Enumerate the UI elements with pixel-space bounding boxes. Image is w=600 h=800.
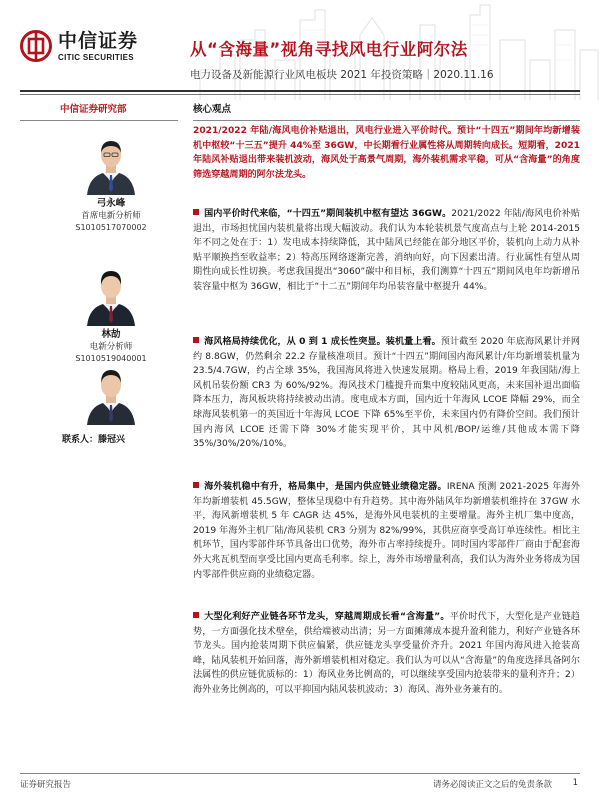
sidebar-divider bbox=[20, 120, 178, 121]
header-divider-thick bbox=[20, 90, 580, 92]
analyst-card-1 bbox=[41, 133, 181, 234]
analyst-name: 林劼 bbox=[101, 329, 121, 340]
square-bullet-icon bbox=[193, 612, 199, 618]
point-body: 预计截至 2020 年底海风累计并网约 8.8GW，仍然剩余 22.2 存量核准项目。预计“十四五”期间国内海风累计/年均新增装机量为 23.5/4.7GW，约占全球 35%，我国海风将进入快速发展期。格局上看，2019 年我国陆/海上风机吊装份额 CR3 为 60%/92%。海风技术门槛提升而集中度较陆风更高，未来国补退出面临降本压力，海风板块将持续被动出清。度电成本方面，国内近十年海风 LCOE 降幅 29%，而全球海风装机第一的英国近十年海风 LCOE 下降 65%至平价，未来国内仍有降价空间。我们预计国内海风 LCOE 还需下降 30%才能实现平价，其中风机/BOP/运维/其他成本需下降 35%/30%/20%/10%。 bbox=[193, 337, 580, 450]
point-lead: 海外装机稳中有升，格局集中，是国内供应链业绩稳定器。 bbox=[204, 482, 447, 492]
point-paragraph-1 bbox=[193, 207, 580, 295]
contact-photo bbox=[83, 363, 139, 425]
analyst-license-id: S1010519040001 bbox=[75, 354, 147, 363]
footer-disclaimer: 请务必阅读正文之后的免责条款 bbox=[432, 780, 552, 790]
page-number: 1 bbox=[572, 778, 578, 788]
point-paragraph-2 bbox=[193, 335, 580, 452]
report-subtitle: 电力设备及新能源行业风电板块 2021 年投资策略｜2020.11.16 bbox=[190, 69, 494, 81]
main-divider bbox=[193, 120, 580, 121]
analyst-photo-1 bbox=[83, 133, 139, 195]
citic-logo-icon bbox=[20, 30, 52, 62]
square-bullet-icon bbox=[193, 209, 199, 215]
report-title: 从“含海量”视角寻找风电行业阿尔法 bbox=[190, 40, 468, 59]
analyst-title: 电新分析师 bbox=[89, 342, 133, 352]
analyst-name: 弓永峰 bbox=[96, 198, 126, 209]
square-bullet-icon bbox=[193, 482, 199, 488]
point-body: IRENA 预测 2021-2025 年海外年均新增装机 45.5GW，整体呈现稳中有升趋势。其中海外陆风年均新增装机维持在 37GW 水平，海风新增装机 5 年 CAGR 达 45%，是海外风电装机的主要增量。海外主机厂集中度高，2019 年海外主机厂陆/海风装机 CR3 分别为 82%/99%，其供应商享受高订单连续性。相比主机环节，国内零部件环节具备出口优势，海外市占率持续提升。同时国内零部件厂商由于配套海外大兆瓦机型而享受比国内更高毛利率。综上，海外市场增量利高，我们认为海外业务将成为国内零部件供应商的业绩稳定器。 bbox=[193, 482, 580, 580]
header-divider-thin bbox=[20, 94, 580, 95]
footer-divider bbox=[20, 773, 580, 774]
analyst-card-2 bbox=[41, 264, 181, 365]
logo-en-text: CITIC SECURITIES bbox=[58, 53, 134, 62]
analyst-photo-2 bbox=[83, 264, 139, 326]
main-content bbox=[193, 98, 580, 118]
citic-logo bbox=[20, 30, 138, 62]
contact-person: 联系人：滕冠兴 bbox=[62, 435, 126, 445]
sidebar bbox=[20, 98, 180, 118]
point-lead: 大型化利好产业链各环节龙头，穿越周期成长看“含海量”。 bbox=[204, 612, 450, 622]
point-paragraph-3 bbox=[193, 480, 580, 582]
point-body: 平价时代下，大型化是产业链趋势，一方面强化技术壁垒，供给端被动出清；另一方面摊薄成本提升盈利能力，利好产业链各环节龙头。国内抢装周期下供应偏紧，供应链龙头享受量价齐升。2021 年国内海风进入抢装高峰，陆风装机开始回落，海外新增装机相对稳定。我们认为可以从“含海量”的角度选择具备阿尔法属性的供应链优质标的：1）海风业务比例高的，可以继续享受国内抢装带来的量利齐升；2）海外业务比例高的，可以平抑国内陆风装机波动；3）海风、海外业务兼有的。 bbox=[193, 612, 580, 695]
point-lead: 国内平价时代来临，“十四五”期间装机中枢有望达 36GW。 bbox=[204, 209, 452, 219]
footer-report-type: 证券研究报告 bbox=[20, 780, 72, 790]
core-view-heading: 核心观点 bbox=[193, 104, 232, 115]
point-body: 2021/2022 年陆/海风电价补贴退出，市场担忧国内装机量将出现大幅波动。我们认为本轮装机景气度高点与上轮 2014-2015 年不同之处在于：1）发电成本持续降低，其中陆风已经能在部分地区平价，装机向上动力从补贴平顺换挡至收益率；2）特高压网络逐渐完善，消纳向好，向下因素出清。行业属性有望从周期性向成长性切换。考虑我国提出“3060”碳中和目标，我们测算“十四五”期间风电年均新增吊装容量中枢为 36GW，相比于“十二五”期间年均吊装容量中枢提升 44%。 bbox=[193, 209, 580, 292]
logo-cn-text: 中信证券 bbox=[58, 30, 139, 52]
analyst-license-id: S1010517070002 bbox=[75, 223, 147, 232]
analyst-title: 首席电新分析师 bbox=[81, 211, 141, 221]
summary-paragraph: 2021/2022 年陆/海风电价补贴退出，风电行业进入平价时代。预计“十四五”期间年均新增装机中枢较“十三五”提升 44%至 36GW，中长期看行业属性将从周期转向成长。短期看，2021 年陆风补贴退出带来装机波动，海风处于高景气周期，海外装机需求平稳，可从“含海量”的角度筛选穿越周期的阿尔法龙头。 bbox=[193, 126, 580, 180]
point-paragraph-4 bbox=[193, 610, 580, 698]
sidebar-heading: 中信证券研究部 bbox=[60, 104, 127, 115]
square-bullet-icon bbox=[193, 337, 199, 343]
point-lead: 海风格局持续优化，从 0 到 1 成长性突显。装机量上看。 bbox=[204, 337, 441, 347]
